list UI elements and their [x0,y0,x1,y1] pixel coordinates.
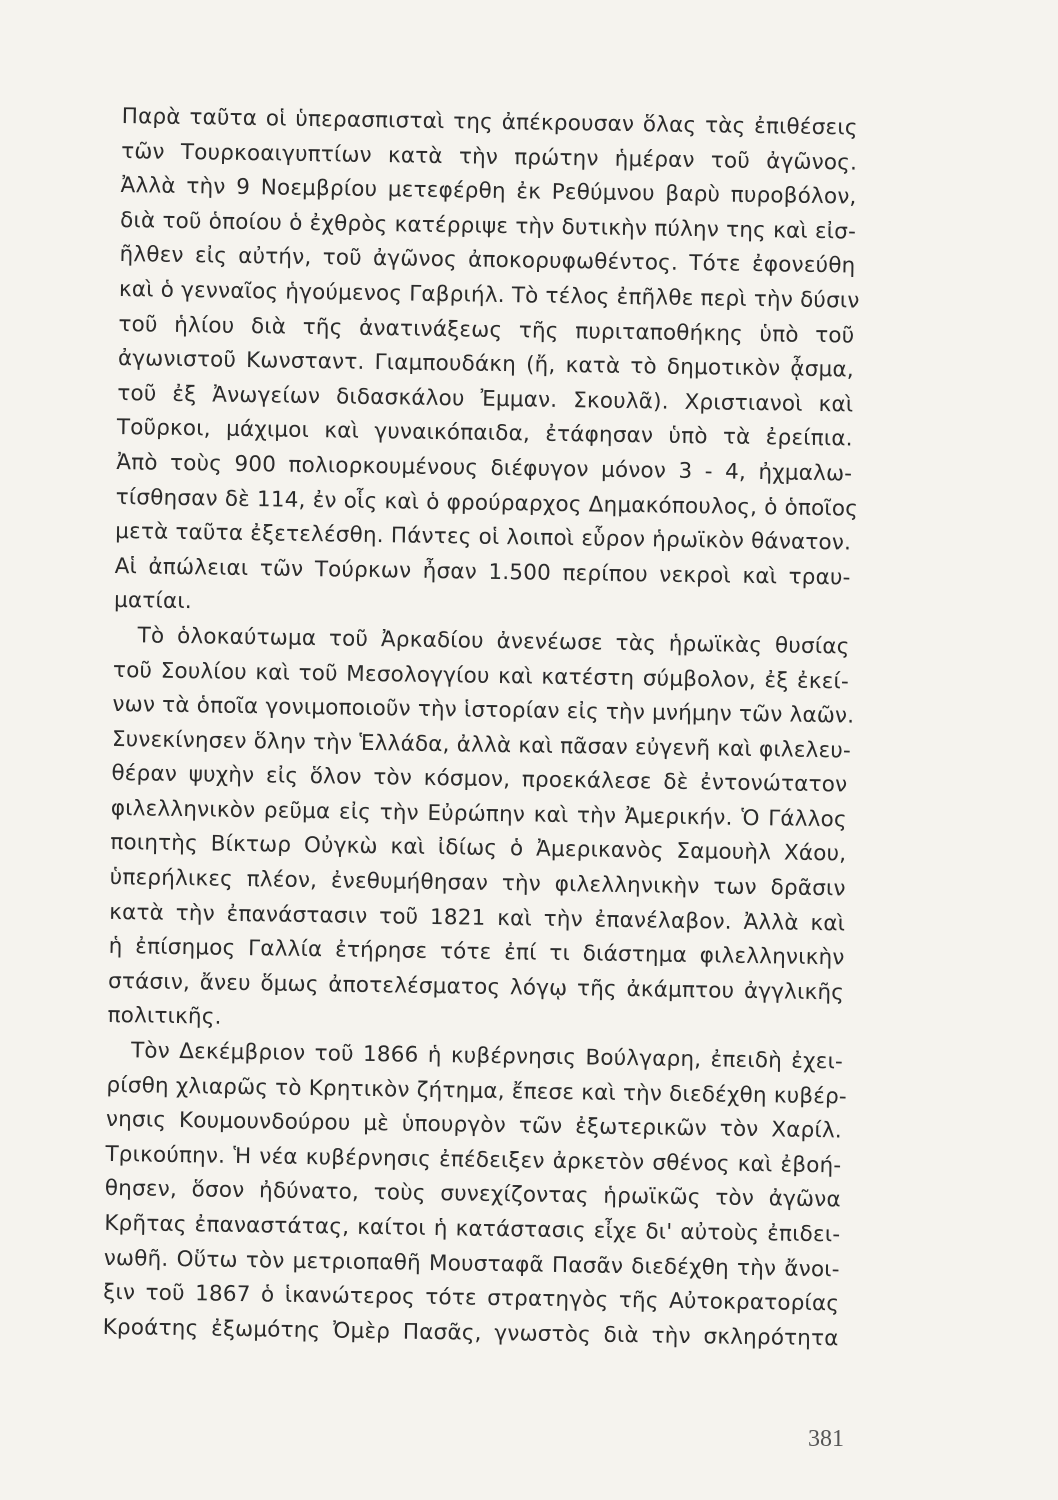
text-line: ἀγωνιστοῦ Κωνσταντ. Γιαμπουδάκη (ἤ, κατὰ τὸ δημοτικὸν ᾆσμα, [117,346,855,383]
text-line: τοῦ ἡλίου διὰ τῆς ἀνατινάξεως τῆς πυριταποθήκης ὑπὸ τοῦ [118,311,855,349]
text-line: διὰ τοῦ ὁποίου ὁ ἐχθρὸς κατέρριψε τὴν δυτικὴν πύλην της καὶ εἰσ- [119,207,857,245]
text-line: Ἀπὸ τοὺς 900 πολιορκουμένους διέφυγον μόνον 3 - 4, ἠχμαλω- [116,449,853,487]
text-line: στάσιν, ἄνευ ὅμως ἀποτελέσματος λόγῳ τῆς ἀκάμπτου ἀγγλικῆς [107,968,845,1006]
paragraph [107,619,855,1046]
paragraph [102,1034,848,1357]
text-line: θέραν ψυχὴν εἰς ὅλον τὸν κόσμον, προεκάλεσε δὲ ἐντονώτατον [111,761,848,798]
paragraph [114,100,858,630]
text-line: Αἱ ἀπώλειαι τῶν Τούρκων ἦσαν 1.500 περίπου νεκροὶ καὶ τραυ- [114,553,851,591]
text-line: Τὸν Δεκέμβριον τοῦ 1866 ἡ κυβέρνησις Βούλγαρη, ἐπειδὴ ἐχει- [130,1038,844,1075]
text-line: φιλελληνικὸν ρεῦμα εἰς τὴν Εὐρώπην καὶ τὴν Ἀμερικήν. Ὁ Γάλλος [110,795,847,833]
text-line: καὶ ὁ γενναῖος ἡγούμενος Γαβριήλ. Τὸ τέλος ἐπῆλθε περὶ τὴν δύσιν [118,276,860,314]
text-line: θησεν, ὅσον ἠδύνατο, τοὺς συνεχίζοντας ἡρωϊκῶς τὸν ἀγῶνα [104,1176,842,1213]
text-line: Τὸ ὁλοκαύτωμα τοῦ Ἀρκαδίου ἀνενέωσε τὰς ἡρωϊκὰς θυσίας [137,623,850,660]
text-line: τῶν Τουρκοαιγυπτίων κατὰ τὴν πρώτην ἡμέραν τοῦ ἀγῶνος. [121,138,858,176]
text-line: ῆλθεν εἰς αὐτήν, τοῦ ἀγῶνος ἀποκορυφωθέντος. Τότε ἐφονεύθη [119,242,856,279]
text-line: ἡ ἐπίσημος Γαλλία ἐτήρησε τότε ἐπί τι διάστημα φιλελληνικὴν [108,934,845,971]
text-line: νωθῆ. Οὕτω τὸν μετριοπαθῆ Μουσταφᾶ Πασᾶν διεδέχθη τὴν ἄνοι- [103,1245,840,1283]
text-line: τοῦ ἐξ Ἀνωγείων διδασκάλου Ἐμμαν. Σκουλᾶ). Χριστιανοὶ καὶ [117,380,854,418]
text-line: νησις Κουμουνδούρου μὲ ὑπουργὸν τῶν ἐξωτερικῶν τὸν Χαρίλ. [105,1107,843,1144]
page-number: 381 [808,1426,844,1452]
text-line: Ἀλλὰ τὴν 9 Νοεμβρίου μετεφέρθη ἐκ Ρεθύμνου βαρὺ πυροβόλον, [120,173,857,210]
text-line: τίσθησαν δὲ 114, ἐν οἷς καὶ ὁ φρούραρχος Δημακόπουλος, ὁ ὁποῖος [115,484,859,522]
text-line: Κρῆτας ἐπαναστάτας, καίτοι ἡ κατάστασις εἶχε δι' αὐτοὺς ἐπιδει- [104,1210,841,1248]
text-line: Παρὰ ταῦτα οἱ ὑπερασπισταὶ της ἀπέκρουσαν ὅλας τὰς ἐπιθέσεις [121,103,858,141]
text-line: τοῦ Σουλίου καὶ τοῦ Μεσολογγίου καὶ κατέστη σύμβολον, ἐξ ἐκεί- [112,657,850,694]
text-line: νων τὰ ὁποῖα γονιμοποιοῦν τὴν ἱστορίαν εἰς τὴν μνήμην τῶν λαῶν. [112,692,855,729]
text-line: ρίσθη χλιαρῶς τὸ Κρητικὸν ζήτημα, ἔπεσε καὶ τὴν διεδέχθη κυβέρ- [106,1072,848,1110]
text-line: Κροάτης ἐξωμότης Ὀμὲρ Πασᾶς, γνωστὸς διὰ τὴν σκληρότητα [102,1314,839,1352]
text-line: ματίαι. [113,588,193,615]
text-line: ὑπερήλικες πλέον, ἐνεθυμήθησαν τὴν φιλελληνικὴν των δρᾶσιν [109,864,846,902]
body-text [102,100,860,1357]
text-line: ξιν τοῦ 1867 ὁ ἱκανώτερος τότε στρατηγὸς τῆς Αὐτοκρατορίας [103,1280,840,1317]
text-line: κατὰ τὴν ἐπανάστασιν τοῦ 1821 καὶ τὴν ἐπανέλαβον. Ἀλλὰ καὶ [109,899,846,937]
text-line: πολιτικῆς. [107,1003,222,1031]
text-line: Συνεκίνησεν ὅλην τὴν Ἑλλάδα, ἀλλὰ καὶ πᾶσαν εὐγενῆ καὶ φιλελευ- [111,726,852,764]
text-line: ποιητὴς Βίκτωρ Οὐγκὼ καὶ ἰδίως ὁ Ἀμερικανὸς Σαμουὴλ Χάου, [110,830,847,867]
text-line: Τρικούπην. Ἡ νέα κυβέρνησις ἐπέδειξεν ἀρκετὸν σθένος καὶ ἐβοή- [105,1141,842,1179]
text-line: Τοῦρκοι, μάχιμοι καὶ γυναικόπαιδα, ἐτάφησαν ὑπὸ τὰ ἐρείπια. [116,415,853,452]
text-line: μετὰ ταῦτα ἐξετελέσθη. Πάντες οἱ λοιποὶ εὗρον ἡρωϊκὸν θάνατον. [115,519,852,556]
